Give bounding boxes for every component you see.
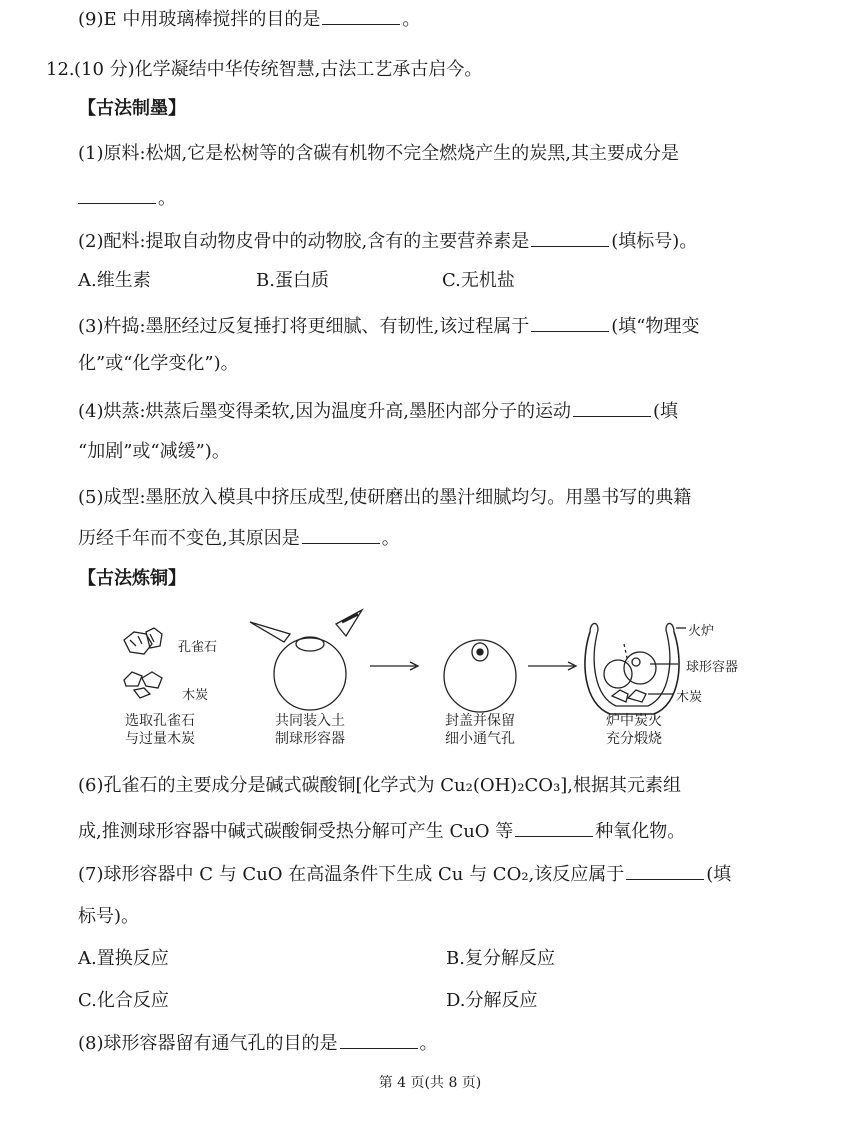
sealed-container-icon xyxy=(444,640,516,712)
question-12-number: 12. xyxy=(46,59,75,80)
clay-container-open-icon xyxy=(250,610,362,710)
answer-blank[interactable] xyxy=(573,398,651,417)
caption-step3: 封盖并保留 细小通气孔 xyxy=(445,713,515,747)
q12-part3-line1: (3)杵捣:墨胚经过反复捶打将更细腻、有韧性,该过程属于 (填“物理变 xyxy=(78,313,820,340)
caption-step4: 炉中炭火 充分煅烧 xyxy=(606,713,662,747)
furnace-icon xyxy=(585,623,686,714)
page-footer: 第 4 页(共 8 页) xyxy=(378,1075,482,1091)
q12-part5-line2: 历经千年而不变色,其原因是 。 xyxy=(78,525,820,552)
option-c: C.化合反应 xyxy=(78,990,169,1011)
option-c: C.无机盐 xyxy=(442,270,515,291)
option-b: B.复分解反应 xyxy=(446,948,555,969)
answer-blank[interactable] xyxy=(322,6,400,25)
q12-part8: (8)球形容器留有通气孔的目的是 。 xyxy=(78,1030,820,1057)
answer-blank[interactable] xyxy=(531,313,609,332)
section-copper-heading: 【古法炼铜】 xyxy=(78,568,186,589)
answer-blank[interactable] xyxy=(340,1030,418,1049)
copper-smelting-diagram xyxy=(110,604,810,754)
answer-blank[interactable] xyxy=(531,228,609,247)
q12-part7-line2: 标号)。 xyxy=(78,906,140,927)
section-ink-heading: 【古法制墨】 xyxy=(78,98,186,119)
q12-part1-line2: 。 xyxy=(78,185,820,212)
label-charcoal-furnace: 木炭 xyxy=(676,690,703,705)
q12-part4-line2: “加剧”或“减缓”)。 xyxy=(78,441,230,462)
q12-part7-line1: (7)球形容器中 C 与 CuO 在高温条件下生成 Cu 与 CO₂,该反应属于 (填 xyxy=(78,861,820,888)
answer-blank[interactable] xyxy=(626,861,704,880)
q12-part4-line1: (4)烘蒸:烘蒸后墨变得柔软,因为温度升高,墨胚内部分子的运动 (填 xyxy=(78,398,820,425)
malachite-icon xyxy=(124,628,162,654)
caption-step1: 选取孔雀石 与过量木炭 xyxy=(125,713,195,747)
q12-part3-line2: 化”或“化学变化”)。 xyxy=(78,353,239,374)
label-malachite: 孔雀石 xyxy=(178,640,218,655)
question-9: (9)E 中用玻璃棒搅拌的目的是 。 xyxy=(78,6,820,33)
q12-part6-line1: (6)孔雀石的主要成分是碱式碳酸铜[化学式为 Cu₂(OH)₂CO₃],根据其元素组 xyxy=(78,775,682,796)
caption-step2: 共同装入土 制球形容器 xyxy=(275,713,345,747)
question-12-intro: (10 分)化学凝结中华传统智慧,古法工艺承古启今。 xyxy=(74,59,483,80)
option-b: B.蛋白质 xyxy=(256,270,329,291)
q12-part2: (2)配料:提取自动物皮骨中的动物胶,含有的主要营养素是 (填标号)。 xyxy=(78,228,820,255)
answer-blank[interactable] xyxy=(515,818,593,837)
q12-part5-line1: (5)成型:墨胚放入模具中挤压成型,使研磨出的墨汁细腻均匀。用墨书写的典籍 xyxy=(78,487,692,508)
label-furnace: 火炉 xyxy=(688,624,715,639)
q12-part1-line1: (1)原料:松烟,它是松树等的含碳有机物不完全燃烧产生的炭黑,其主要成分是 xyxy=(78,143,680,164)
charcoal-icon xyxy=(124,672,162,698)
option-a: A.维生素 xyxy=(78,270,151,291)
option-a: A.置换反应 xyxy=(78,948,169,969)
answer-blank[interactable] xyxy=(302,525,380,544)
option-d: D.分解反应 xyxy=(446,990,538,1011)
label-charcoal: 木炭 xyxy=(182,688,209,703)
label-container: 球形容器 xyxy=(686,660,739,675)
answer-blank[interactable] xyxy=(78,185,156,204)
q12-part6-line2: 成,推测球形容器中碱式碳酸铜受热分解可产生 CuO 等 种氧化物。 xyxy=(78,818,820,845)
